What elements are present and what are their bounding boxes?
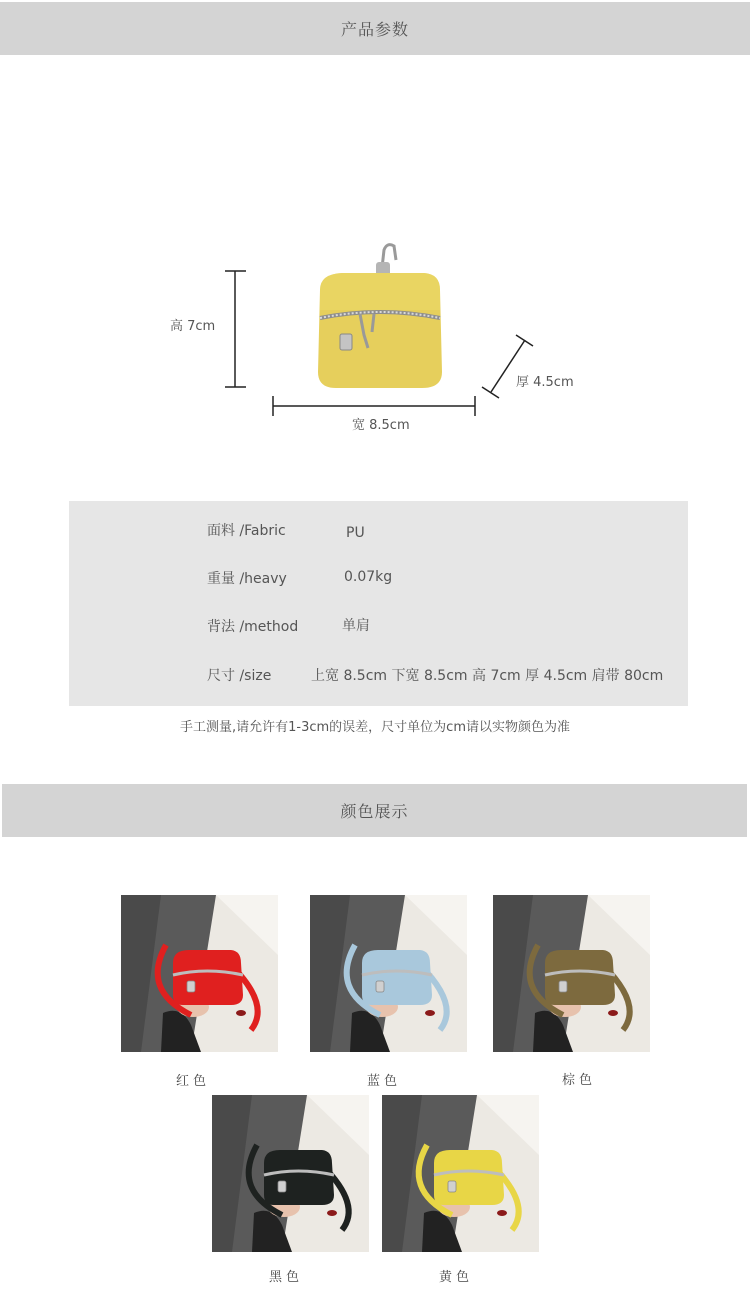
spec-value-size: 上宽 8.5cm 下宽 8.5cm 高 7cm 厚 4.5cm 肩带 80cm (311, 668, 664, 684)
colors-section-header (2, 784, 747, 837)
measurement-note: 手工测量,请允许有1-3cm的误差，尺寸单位为cm请以实物颜色为准 (180, 720, 570, 735)
color-swatch-image[interactable] (121, 895, 278, 1052)
spec-table (69, 501, 688, 706)
params-section-header (0, 2, 750, 55)
spec-value-fabric: PU (346, 525, 365, 541)
params-section-title: 产品参数 (340, 20, 409, 39)
width-dimension-label: 宽 8.5cm (352, 418, 410, 433)
spec-label-size: 尺寸 /size (207, 668, 272, 684)
color-swatch-label: 棕色 (562, 1073, 597, 1088)
thickness-dimension-label: 厚 4.5cm (516, 375, 574, 390)
color-swatch-image[interactable] (493, 895, 650, 1052)
color-swatch-image[interactable] (382, 1095, 539, 1252)
color-swatch-label: 红色 (176, 1074, 211, 1089)
spec-label-fabric: 面料 /Fabric (207, 523, 286, 539)
height-dimension-label: 高 7cm (170, 319, 216, 334)
color-swatch-image[interactable] (310, 895, 467, 1052)
spec-label-weight: 重量 /heavy (207, 571, 287, 587)
color-swatch-label: 黑色 (269, 1270, 304, 1285)
color-swatch-label: 蓝色 (367, 1074, 402, 1089)
color-swatch-label: 黄色 (439, 1270, 474, 1285)
spec-value-method: 单肩 (342, 618, 370, 634)
colors-section-title: 颜色展示 (340, 802, 409, 821)
spec-value-weight: 0.07kg (344, 569, 393, 585)
product-image (312, 240, 447, 395)
spec-label-method: 背法 /method (207, 619, 299, 635)
color-swatch-image[interactable] (212, 1095, 369, 1252)
